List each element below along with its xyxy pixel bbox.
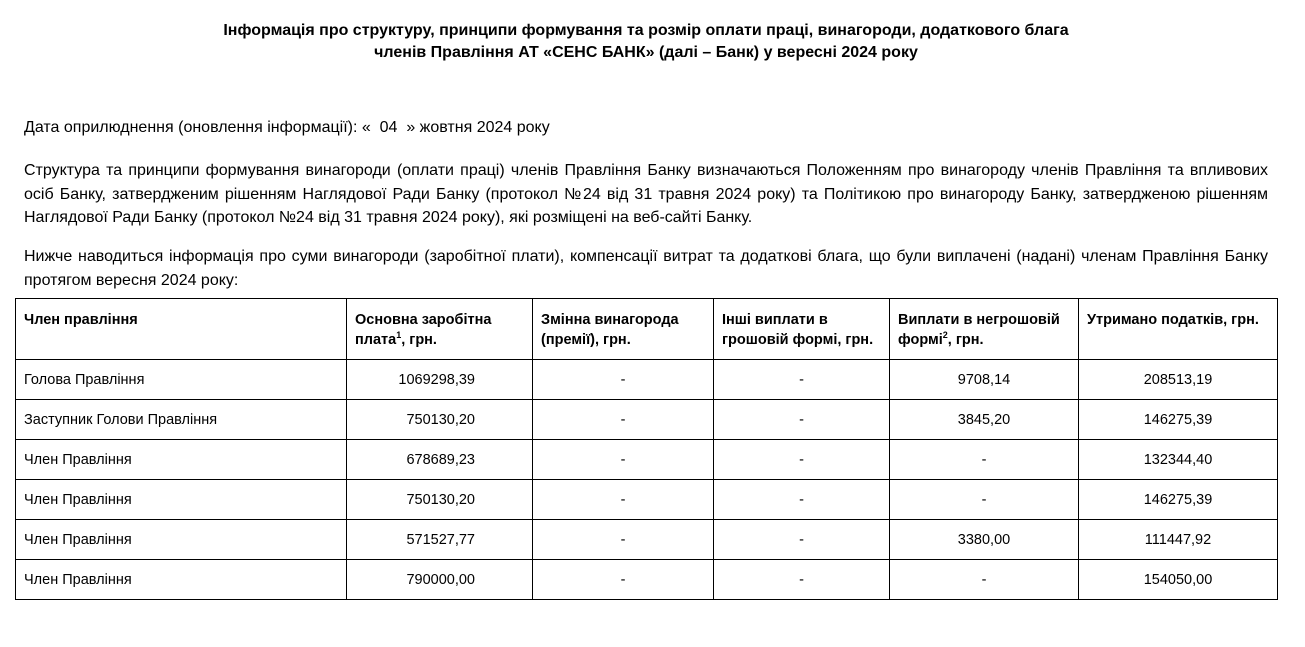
table-row	[16, 440, 1278, 480]
cell-other-cash: -	[714, 560, 890, 600]
publication-date-label: Дата оприлюднення (оновлення інформації): «	[24, 119, 371, 136]
cell-non-cash: 9708,14	[890, 360, 1079, 400]
table-row	[16, 400, 1278, 440]
cell-non-cash: -	[890, 560, 1079, 600]
cell-taxes: 208513,19	[1079, 360, 1278, 400]
cell-taxes: 146275,39	[1079, 480, 1278, 520]
cell-non-cash: -	[890, 480, 1079, 520]
cell-variable: -	[533, 400, 714, 440]
document-title	[0, 20, 1292, 64]
cell-base-salary: 750130,20	[347, 400, 533, 440]
cell-variable: -	[533, 440, 714, 480]
cell-variable: -	[533, 520, 714, 560]
header-taxes: Утримано податків, грн.	[1079, 299, 1278, 360]
cell-member: Заступник Голови Правління	[16, 400, 347, 440]
cell-other-cash: -	[714, 400, 890, 440]
header-non-cash: Виплати в негрошовій формі$^2$, грн.	[890, 299, 1079, 360]
title-line-2: членів Правління АТ «СЕНС БАНК» (далі – Банк) у вересні 2024 року	[374, 44, 918, 61]
cell-other-cash: -	[714, 520, 890, 560]
cell-base-salary: 1069298,39	[347, 360, 533, 400]
title-line-1: Інформація про структуру, принципи формування та розмір оплати праці, винагороди, додаткового блага	[223, 22, 1069, 39]
cell-member: Член Правління	[16, 560, 347, 600]
header-variable: Змінна винагорода (премії), грн.	[533, 299, 714, 360]
footnote-1-marker: 1	[396, 330, 402, 341]
cell-taxes: 132344,40	[1079, 440, 1278, 480]
cell-base-salary: 750130,20	[347, 480, 533, 520]
cell-non-cash: 3380,00	[890, 520, 1079, 560]
footnote-2-marker: 2	[942, 330, 948, 341]
cell-member: Член Правління	[16, 520, 347, 560]
table-row	[16, 360, 1278, 400]
cell-member: Член Правління	[16, 480, 347, 520]
publication-date-suffix: » жовтня 2024 року	[406, 119, 550, 136]
header-member: Член правління	[16, 299, 347, 360]
structure-paragraph: Структура та принципи формування винагороди (оплати праці) членів Правління Банку визначаються Положенням про винагороду членів Правління та впливових осіб Банку, затвердженим рішенням Наглядової Ради Банку (протокол №24 від 31 травня 2024 року) та Політикою про винагороду Банку, затвердженою рішенням Наглядової Ради Банку (протокол №24 від 31 травня 2024 року), які розміщені на веб-сайті Банку.	[24, 162, 1268, 226]
cell-base-salary: 790000,00	[347, 560, 533, 600]
table-row	[16, 560, 1278, 600]
cell-taxes: 111447,92	[1079, 520, 1278, 560]
intro-paragraph: Нижче наводиться інформація про суми винагороди (заробітної плати), компенсації витрат та додаткові блага, що були виплачені (надані) членам Правління Банку протягом вересня 2024 року:	[24, 248, 1268, 289]
table-row	[16, 480, 1278, 520]
table-row	[16, 520, 1278, 560]
cell-base-salary: 678689,23	[347, 440, 533, 480]
cell-variable: -	[533, 480, 714, 520]
header-base-salary: Основна заробітна плата$^1$, грн.	[347, 299, 533, 360]
cell-member: Член Правління	[16, 440, 347, 480]
header-other-cash: Інші виплати в грошовій формі, грн.	[714, 299, 890, 360]
cell-member: Голова Правління	[16, 360, 347, 400]
cell-other-cash: -	[714, 480, 890, 520]
cell-other-cash: -	[714, 440, 890, 480]
remuneration-table	[15, 298, 1278, 600]
publication-day: 04	[379, 119, 398, 136]
cell-variable: -	[533, 560, 714, 600]
cell-other-cash: -	[714, 360, 890, 400]
cell-variable: -	[533, 360, 714, 400]
cell-taxes: 154050,00	[1079, 560, 1278, 600]
cell-taxes: 146275,39	[1079, 400, 1278, 440]
cell-base-salary: 571527,77	[347, 520, 533, 560]
cell-non-cash: 3845,20	[890, 400, 1079, 440]
cell-non-cash: -	[890, 440, 1079, 480]
publication-date	[24, 118, 550, 138]
table-header-row	[16, 299, 1278, 360]
